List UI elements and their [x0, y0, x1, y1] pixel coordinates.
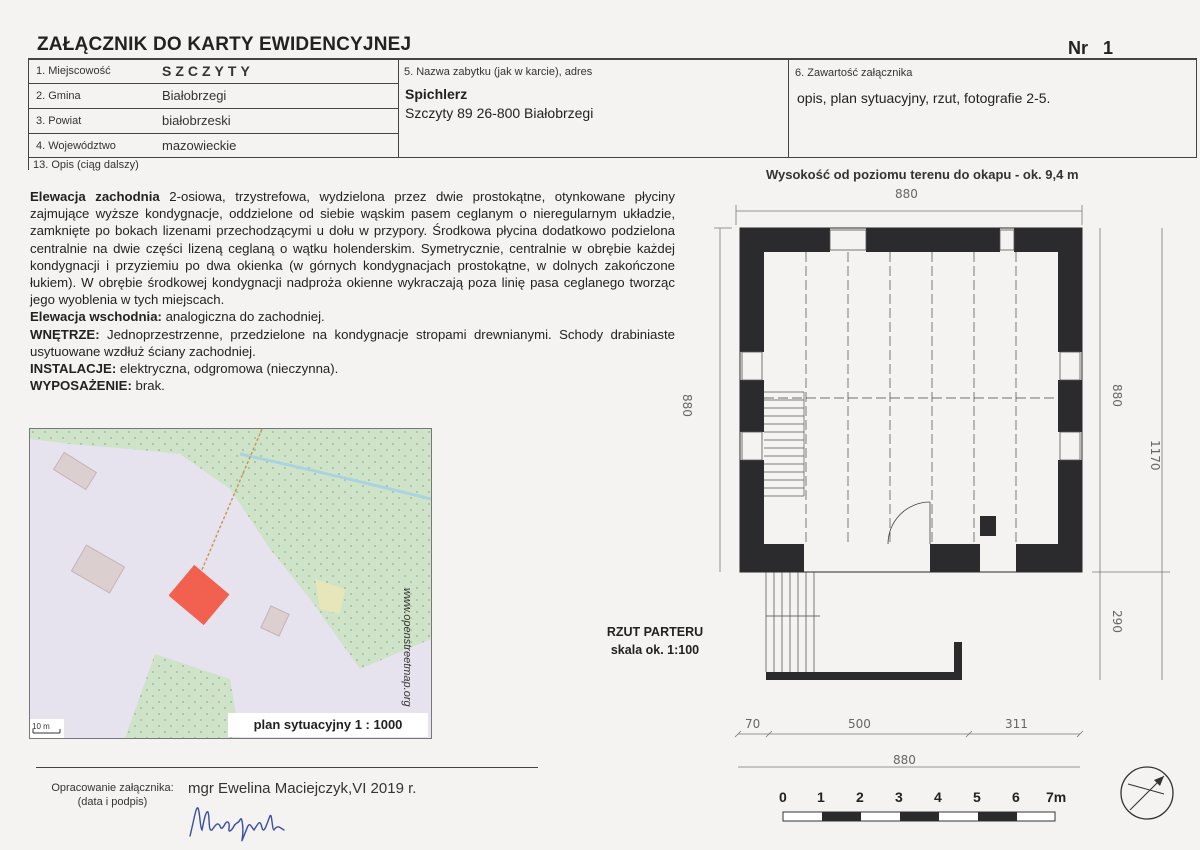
height-note: Wysokość od poziomu terenu do okapu - ok. 9,4 m: [766, 167, 1079, 182]
field-label-town: 1. Miejscowość: [36, 65, 111, 77]
contents-label: 6. Zawartość załącznika: [795, 67, 913, 79]
porch: [766, 572, 820, 672]
map-scale-label: 10 m: [32, 722, 50, 731]
equipment-text: brak.: [131, 378, 165, 394]
description-label: 13. Opis (ciąg dalszy): [33, 159, 139, 171]
equipment-paragraph: [30, 377, 675, 394]
floor-plan: [680, 180, 1180, 780]
west-elevation-paragraph: [30, 188, 675, 308]
site-plan-map: [29, 428, 432, 739]
field-value-commune: Białobrzegi: [162, 88, 227, 103]
table-vrule-right: [1196, 58, 1197, 158]
map-source: www.openstreetmap.org: [401, 588, 413, 707]
east-elevation-title: Elewacja wschodnia:: [30, 309, 162, 325]
table-vrule-left: [28, 58, 29, 170]
dim-segment-1: 70: [745, 717, 761, 731]
graphic-scale-bar: [782, 810, 1062, 824]
scale-label-2: 2: [856, 789, 864, 805]
installations-text: elektryczna, odgromowa (nieczynna).: [116, 361, 339, 377]
equipment-title: WYPOSAŻENIE:: [30, 378, 132, 394]
staircase: [764, 392, 804, 496]
signature: [186, 800, 296, 844]
dim-segment-3: 311: [1005, 717, 1028, 731]
field-label-county: 3. Powiat: [36, 115, 82, 127]
floor-beams: [764, 252, 1058, 544]
interior-paragraph: [30, 326, 675, 360]
footer-author: mgr Ewelina Maciejczyk,VI 2019 r.: [188, 780, 417, 797]
west-elevation-title: Elewacja zachodnia: [30, 189, 160, 204]
dim-left-label: 880: [680, 394, 694, 417]
installations-title: INSTALACJE:: [30, 361, 117, 377]
scale-label-6: 6: [1012, 789, 1020, 805]
scale-label-1: 1: [817, 789, 825, 805]
dim-bottom-label: 880: [893, 753, 916, 767]
graphic-scale-labels: [774, 789, 1084, 809]
field-value-county: białobrzeski: [162, 113, 231, 128]
monument-label: 5. Nazwa zabytku (jak w karcie), adres: [404, 66, 593, 78]
footer-label-line2: (data i podpis): [77, 796, 148, 808]
door-swing: [888, 502, 930, 544]
dim-top-line: [736, 205, 1082, 225]
table-bottom-rule: [28, 157, 1196, 158]
scale-label-0: 0: [779, 789, 787, 805]
dim-top-label: 880: [895, 187, 918, 201]
installations-paragraph: [30, 360, 675, 377]
dim-segment-2: 500: [848, 717, 871, 731]
description-text: [30, 188, 675, 394]
east-elevation-text: analogiczna do zachodniej.: [161, 309, 325, 325]
contents-value: opis, plan sytuacyjny, rzut, fotografie 2-5.: [797, 90, 1051, 106]
table-rule-2: [28, 108, 398, 109]
west-elevation-text: 2-osiowa, trzystrefowa, wydzielona przez dwie prostokątne, otynkowane płyciny zajmujące wyższe kondygnacje, oddzielone od siebie wąskim pasem ceglanym o nieregularnym układzie, zamknięte po bokach lizenami przechodzącymi u dołu w przypory. Środkowa płycina dodatkowo podzielona centralnie na dwie części lizeną ceglaną o wątku holenderskim. Symetrycznie, centralnie w obrębie każdej kondygnacji i przyziemiu po dwa okienka (w górnych kondygnacjach prostokątne, w dolnych zakończone łukiem). W obrębie środkowej kondygnacji nadproża okienne wykraczają poza linię pasa ceglanego tworząc jego wyoblenia w tych miejscach.: [30, 189, 675, 308]
interior-title: WNĘTRZE:: [30, 326, 100, 342]
window-sills: [742, 230, 1080, 460]
number-value: 1: [1103, 38, 1114, 58]
north-arrow-icon: [1118, 764, 1176, 822]
scale-label-4: 4: [934, 789, 942, 805]
table-rule-1: [28, 83, 398, 84]
monument-address: Szczyty 89 26-800 Białobrzegi: [405, 105, 594, 121]
field-value-town: SZCZYTY: [162, 63, 254, 79]
footer-rule: [36, 767, 538, 768]
number-label: Nr: [1068, 38, 1089, 58]
scale-label-7: 7m: [1046, 789, 1067, 805]
site-plan-caption: plan sytuacyjny 1 : 1000: [228, 713, 428, 737]
document-title: ZAŁĄCZNIK DO KARTY EWIDENCYJNEJ: [37, 34, 412, 55]
table-rule-3: [28, 133, 398, 134]
scale-label-5: 5: [973, 789, 981, 805]
scale-label-3: 3: [895, 789, 903, 805]
header-rule: [28, 58, 1196, 60]
porch-walls: [766, 642, 962, 680]
east-elevation-paragraph: [30, 308, 675, 325]
dim-total-label: 1170: [1148, 440, 1162, 471]
map-graphic: [30, 429, 431, 738]
interior-text: Jednoprzestrzenne, przedzielone na kondygnacje stropami drewnianymi. Schody drabiniaste usytuowane wzdłuż ściany zachodniej.: [30, 326, 675, 359]
field-value-voivodeship: mazowieckie: [162, 138, 237, 153]
dim-left-line: [714, 228, 732, 572]
footer-label-line1: Opracowanie załącznika:: [51, 782, 174, 794]
table-vrule-1: [398, 58, 399, 158]
plan-scale: skala ok. 1:100: [610, 643, 700, 657]
document-number: [1068, 38, 1113, 59]
footer-label: [40, 781, 185, 809]
plan-title: RZUT PARTERU: [606, 625, 704, 639]
monument-name: Spichlerz: [405, 86, 468, 102]
dim-right-label: 880: [1110, 384, 1124, 407]
plan-title-block: [580, 623, 730, 659]
field-label-commune: 2. Gmina: [36, 90, 81, 102]
dim-porch-label: 290: [1110, 610, 1124, 633]
table-vrule-2: [788, 58, 789, 158]
field-label-voivodeship: 4. Województwo: [36, 140, 116, 152]
